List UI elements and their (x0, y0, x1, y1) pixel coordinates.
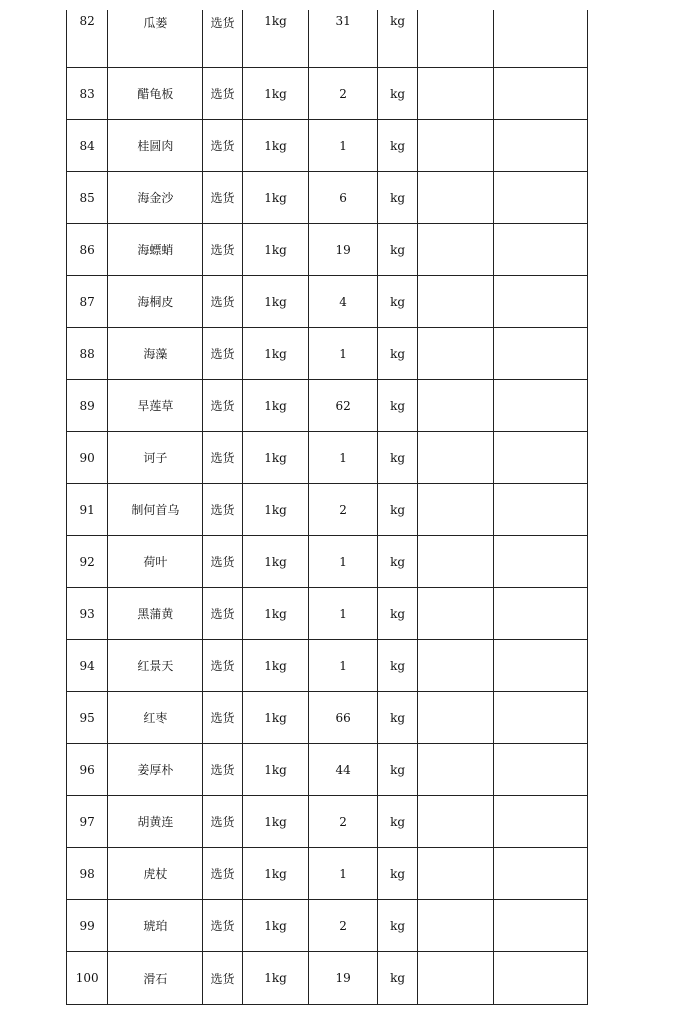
cell-unit: kg (377, 900, 417, 952)
cell-quantity: 6 (309, 172, 378, 224)
cell-grade: 选货 (203, 380, 242, 432)
cell-item-name: 红枣 (108, 692, 203, 744)
cell-grade: 选货 (203, 276, 242, 328)
cell-row-number: 86 (67, 224, 108, 276)
cell-spec: 1kg (242, 952, 309, 1005)
cell-blank (494, 380, 588, 432)
cell-grade: 选货 (203, 328, 242, 380)
cell-quantity: 62 (309, 380, 378, 432)
cell-blank (494, 640, 588, 692)
cell-item-name: 醋龟板 (108, 68, 203, 120)
cell-item-name: 旱莲草 (108, 380, 203, 432)
cell-quantity: 44 (309, 744, 378, 796)
cell-spec: 1kg (242, 276, 309, 328)
cell-blank (494, 276, 588, 328)
cell-grade: 选货 (203, 536, 242, 588)
cell-blank (494, 432, 588, 484)
cell-row-number: 97 (67, 796, 108, 848)
cell-unit: kg (377, 68, 417, 120)
table-row (67, 68, 588, 120)
cell-quantity: 19 (309, 952, 378, 1005)
cell-unit: kg (377, 172, 417, 224)
cell-row-number: 87 (67, 276, 108, 328)
cell-spec: 1kg (242, 328, 309, 380)
cell-blank (418, 692, 494, 744)
cell-item-name: 瓜蒌 (108, 10, 203, 68)
cell-row-number: 82 (67, 10, 108, 68)
cell-blank (494, 10, 588, 68)
table-row (67, 484, 588, 536)
cell-spec: 1kg (242, 10, 309, 68)
cell-row-number: 91 (67, 484, 108, 536)
cell-blank (418, 380, 494, 432)
cell-item-name: 姜厚朴 (108, 744, 203, 796)
cell-blank (494, 224, 588, 276)
cell-blank (494, 172, 588, 224)
cell-spec: 1kg (242, 848, 309, 900)
cell-row-number: 83 (67, 68, 108, 120)
cell-quantity: 19 (309, 224, 378, 276)
cell-unit: kg (377, 380, 417, 432)
table-row (67, 536, 588, 588)
cell-row-number: 99 (67, 900, 108, 952)
cell-item-name: 海桐皮 (108, 276, 203, 328)
cell-quantity: 1 (309, 536, 378, 588)
cell-quantity: 1 (309, 432, 378, 484)
cell-blank (494, 900, 588, 952)
cell-grade: 选货 (203, 588, 242, 640)
cell-blank (494, 68, 588, 120)
cell-spec: 1kg (242, 484, 309, 536)
table-row (67, 328, 588, 380)
cell-spec: 1kg (242, 692, 309, 744)
cell-item-name: 海螵蛸 (108, 224, 203, 276)
cell-quantity: 1 (309, 588, 378, 640)
cell-row-number: 94 (67, 640, 108, 692)
cell-unit: kg (377, 536, 417, 588)
cell-blank (418, 744, 494, 796)
cell-blank (418, 276, 494, 328)
cell-blank (418, 10, 494, 68)
cell-spec: 1kg (242, 796, 309, 848)
cell-unit: kg (377, 848, 417, 900)
cell-grade: 选货 (203, 900, 242, 952)
cell-quantity: 1 (309, 848, 378, 900)
cell-quantity: 2 (309, 68, 378, 120)
cell-quantity: 1 (309, 328, 378, 380)
cell-quantity: 1 (309, 640, 378, 692)
cell-blank (418, 172, 494, 224)
cell-item-name: 琥珀 (108, 900, 203, 952)
cell-grade: 选货 (203, 692, 242, 744)
cell-blank (494, 796, 588, 848)
cell-blank (418, 952, 494, 1005)
cell-grade: 选货 (203, 68, 242, 120)
cell-unit: kg (377, 796, 417, 848)
table-row (67, 796, 588, 848)
table-row (67, 900, 588, 952)
cell-row-number: 98 (67, 848, 108, 900)
table-row (67, 380, 588, 432)
cell-item-name: 海藻 (108, 328, 203, 380)
cell-blank (494, 692, 588, 744)
cell-unit: kg (377, 588, 417, 640)
cell-grade: 选货 (203, 172, 242, 224)
table-row (67, 588, 588, 640)
cell-quantity: 2 (309, 484, 378, 536)
cell-unit: kg (377, 640, 417, 692)
cell-row-number: 89 (67, 380, 108, 432)
cell-grade: 选货 (203, 848, 242, 900)
table-row (67, 276, 588, 328)
cell-blank (418, 120, 494, 172)
cell-row-number: 93 (67, 588, 108, 640)
cell-blank (418, 328, 494, 380)
cell-item-name: 滑石 (108, 952, 203, 1005)
cell-item-name: 桂圆肉 (108, 120, 203, 172)
table-body (67, 10, 588, 1005)
table-row (67, 640, 588, 692)
table-row (67, 120, 588, 172)
cell-unit: kg (377, 328, 417, 380)
cell-spec: 1kg (242, 68, 309, 120)
cell-spec: 1kg (242, 172, 309, 224)
cell-spec: 1kg (242, 900, 309, 952)
cell-blank (418, 484, 494, 536)
cell-blank (418, 224, 494, 276)
table-row (67, 744, 588, 796)
table-row (67, 848, 588, 900)
cell-blank (418, 68, 494, 120)
cell-grade: 选货 (203, 796, 242, 848)
cell-spec: 1kg (242, 640, 309, 692)
cell-item-name: 红景天 (108, 640, 203, 692)
cell-spec: 1kg (242, 744, 309, 796)
cell-quantity: 4 (309, 276, 378, 328)
table-row (67, 172, 588, 224)
cell-blank (494, 848, 588, 900)
cell-quantity: 2 (309, 900, 378, 952)
cell-blank (418, 432, 494, 484)
cell-blank (494, 952, 588, 1005)
cell-item-name: 胡黄连 (108, 796, 203, 848)
cell-blank (494, 328, 588, 380)
cell-unit: kg (377, 432, 417, 484)
cell-quantity: 31 (309, 10, 378, 68)
cell-item-name: 虎杖 (108, 848, 203, 900)
cell-spec: 1kg (242, 380, 309, 432)
cell-blank (494, 536, 588, 588)
cell-spec: 1kg (242, 536, 309, 588)
cell-grade: 选货 (203, 120, 242, 172)
cell-blank (494, 588, 588, 640)
cell-grade: 选货 (203, 484, 242, 536)
cell-spec: 1kg (242, 120, 309, 172)
cell-grade: 选货 (203, 224, 242, 276)
cell-unit: kg (377, 276, 417, 328)
cell-quantity: 2 (309, 796, 378, 848)
cell-row-number: 96 (67, 744, 108, 796)
cell-unit: kg (377, 484, 417, 536)
cell-item-name: 制何首乌 (108, 484, 203, 536)
cell-spec: 1kg (242, 588, 309, 640)
table-row (67, 432, 588, 484)
cell-grade: 选货 (203, 10, 242, 68)
cell-blank (418, 640, 494, 692)
cell-blank (418, 588, 494, 640)
table-row (67, 224, 588, 276)
cell-spec: 1kg (242, 224, 309, 276)
herb-inventory-table (66, 10, 588, 1005)
cell-unit: kg (377, 120, 417, 172)
cell-unit: kg (377, 744, 417, 796)
cell-row-number: 85 (67, 172, 108, 224)
cell-grade: 选货 (203, 952, 242, 1005)
cell-blank (418, 848, 494, 900)
cell-unit: kg (377, 224, 417, 276)
cell-blank (494, 744, 588, 796)
cell-unit: kg (377, 10, 417, 68)
cell-row-number: 92 (67, 536, 108, 588)
cell-row-number: 95 (67, 692, 108, 744)
cell-quantity: 66 (309, 692, 378, 744)
cell-row-number: 84 (67, 120, 108, 172)
cell-item-name: 黑蒲黄 (108, 588, 203, 640)
cell-spec: 1kg (242, 432, 309, 484)
table-row (67, 692, 588, 744)
cell-blank (418, 536, 494, 588)
table-row (67, 10, 588, 68)
cell-blank (418, 900, 494, 952)
cell-item-name: 诃子 (108, 432, 203, 484)
cell-quantity: 1 (309, 120, 378, 172)
cell-blank (494, 120, 588, 172)
cell-unit: kg (377, 952, 417, 1005)
cell-row-number: 90 (67, 432, 108, 484)
cell-blank (494, 484, 588, 536)
cell-item-name: 荷叶 (108, 536, 203, 588)
cell-grade: 选货 (203, 744, 242, 796)
cell-grade: 选货 (203, 432, 242, 484)
cell-item-name: 海金沙 (108, 172, 203, 224)
cell-grade: 选货 (203, 640, 242, 692)
table-row (67, 952, 588, 1005)
cell-row-number: 88 (67, 328, 108, 380)
cell-blank (418, 796, 494, 848)
cell-row-number: 100 (67, 952, 108, 1005)
cell-unit: kg (377, 692, 417, 744)
